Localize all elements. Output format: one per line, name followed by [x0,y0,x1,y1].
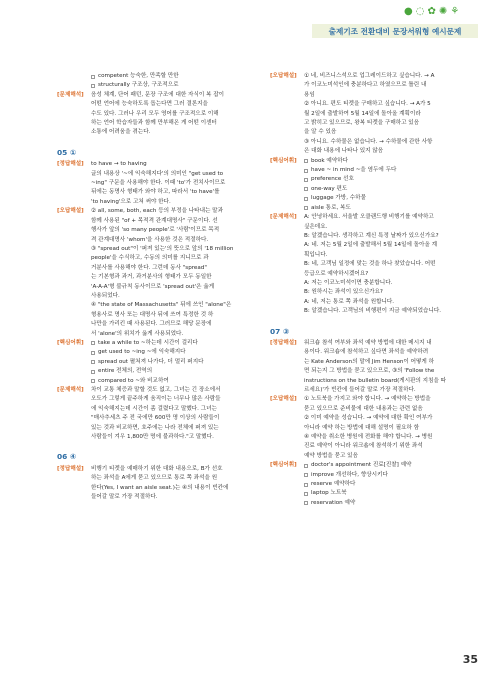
vocab-top-block [57,72,271,91]
list-item: get used to ~ing ~에 익숙해지다 [91,348,271,357]
wrong-answer-block: [오답해설] ② all, some, both, each 등의 부정을 나타내는 말과 함께 사용된 "of + 목적격 관계대명사" 구문이다. 선 행사가 앞의 'so many people'로 '사람'이므로 목적 격 관계대명사 'whom'을 사용한 것은 적절하다. ③ "spread out"이 '퍼져 있는'의 뜻으로 앞의 '18 million people'을 수식하고, 수동의 의미를 지니므로 과 거분사를 사용해야 한다. 그런데 동사 "spread" 는 기본형과 과거, 과거분사의 형태가 모두 동일한 'A-A-A'형 불규칙 동사이므로 'spread out'은 옳게 사용되었다. ④ "the state of Massachusetts" 뒤에 쓰인 "alone"은 형용사로 명사 또는 대명사 뒤에 쓰여 특정한 것 하 나만을 가리킨 때 사용된다. 그러므로 해당 문장에 서 'alone'의 위치가 옳게 사용되었다. [57,208,234,337]
checkbox-icon [304,178,308,182]
vocab-block [270,461,484,508]
checkbox-icon [91,341,95,345]
page-header [0,0,500,60]
list-item: preference 선호 [304,175,484,184]
section-tag: [문제해석] [57,387,84,393]
list-item: structurally 구조상, 구조적으로 [91,81,271,90]
answer-block: [정답해설] 비행기 티켓을 예매하기 위한 대화 내용으로, B가 선호 하는 좌석을 A에게 묻고 있으므로 통로 쪽 좌석을 원 한다(Yes, I want an aisle seat.)는 ④의 내용이 빈칸에 들어갈 말로 가장 적절하다. [57,465,229,501]
checkbox-icon [304,159,308,163]
list-item: compared to ~와 비교하여 [91,377,271,386]
checkbox-icon [304,169,308,173]
section-tag: [핵심어휘] [57,339,84,346]
checkbox-icon [304,473,308,477]
leaf-decoration-icon: ● ◌ ✿ ✺ ⚘ [404,6,461,17]
checkbox-icon [304,464,308,468]
list-item: reservation 예약 [304,499,484,508]
left-column [57,72,271,502]
section-tag: [오답해설] [270,73,297,79]
list-item: laptop 노트북 [304,489,484,498]
list-item: one-way 편도 [304,185,484,194]
checkbox-icon [91,370,95,374]
checkbox-icon [304,501,308,505]
list-item: entire 전체의, 전역의 [91,367,271,376]
section-tag: [정답해설] [57,465,84,472]
checkbox-icon [91,84,95,88]
section-tag: [정답해설] [270,339,297,346]
section-tag: [핵심어휘] [270,157,297,164]
analysis-top-block: [문제해석] 음성 체계, 단어 패턴, 문장 구조에 대한 자식이 복 잡이 어떤 언어에 능숙하도록 돕는다면 그러 결론지을 수도 있다. 그러나 우리 모두 영어를 구조적으로 이해 하는 언어 학습자들과 함께 만부해온 게 어떤 이센터 소통에 어려움을 겪는다. [57,91,225,136]
right-column [270,72,484,508]
list-item: spread out 펼쳐져 나가다, 더 멀리 퍼지다 [91,358,271,367]
checkbox-icon [91,351,95,355]
checkbox-icon [91,360,95,364]
wrong-answer-block: [오답해설] ① 노트북을 가지고 와야 합니다. → 예약하는 방법을 묻고 있으므로 준비물에 대한 내용과는 관련 없음 ② 이미 예약을 성습니다. → 예약에 대한 확인 여부가 아니라 예약 하는 방법에 대해 설명이 필요하 함 ④ 예약을 취소한 병원에 전화를 해야 합니다. → 병원 진료 예약이 아니라 워크숍에 참석하기 위한 좌석 예약 방법을 묻고 있음 [270,396,433,459]
section-tag: [문제해석] [270,214,297,221]
checkbox-icon [304,206,308,210]
list-item: improve 개선하다, 향상시키다 [304,471,484,480]
list-item: doctor's appointment 진료[진찰] 예약 [304,461,484,470]
section-tag: [오답해설] [270,396,297,403]
question-number: 07 ③ [270,326,290,336]
list-item: reserve 예약하다 [304,480,484,489]
checkbox-icon [304,197,308,201]
section-tag: [정답해설] [57,161,84,168]
analysis-block: [문제해석] A: 안녕하세요. 서울발 오클랜드행 비행기를 예약하고 싶은데요. B: 알겠습니다. 생각하고 계신 특정 날짜가 있으신가요? A: 네. 저는 5월 2일에 출발해서 5월 14일에 돌아올 계 획입니다. B: 네, 고객님 일정에 맞는 것을 하나 찾았습니다. 어떤 등급으로 예약하시겠어요? A: 저는 이코노미석이면 충분합니다. B: 원하시는 좌석이 있으신가요? A: 네, 저는 통로 쪽 좌석을 원합니다. B: 알겠습니다. 고객님의 비행편이 지금 예약되었습니다. [270,214,442,315]
analysis-block: [문제해석] 차이 교통 체증과 말할 것도 없고, 그녀는 긴 장소에서 오도가 그렇게 끝주하게 움직이는 너무나 많은 사람들 에 익숙해지는데 시간이 좀 걸렸다고 말했다. 그녀는 "매사추세츠 주 전 국에만 600만 명 이상의 사람들이 있는 것과 비교하면, 호주에는 나라 전체에 퍼져 있는 사람들이 겨우 1,800만 명에 불과하다."고 말했다. [57,387,221,441]
section-tag: [핵심어휘] [270,462,297,469]
checkbox-icon [304,483,308,487]
list-item: aisle 통로, 복도 [304,204,484,213]
vocab-block [57,339,271,386]
question-number: 06 ④ [57,452,77,462]
page-number: 35 [462,653,478,666]
wrong-answer-block: [오답해설] ① 네, 비즈니스석으로 업그레이드하고 싶습니다. → A 가 이코노미석인에 충분하다고 하였으므로 틀린 내 용임 ② 아니요. 편도 티켓을 구매하고 싶습니다. → A가 5 월 2일에 출발하여 5월 14일에 돌아올 계획이라 고 밝히고 있으므로, 왕복 티켓을 구매하고 있음 을 알 수 있음 ③ 아니요. 수하물은 없습니다. → 수하물에 관한 사항 은 대화 내용에 나타나 있지 않음 [270,73,435,155]
section-banner: 출제기조 전환대비 문장서워형 예시문제 [312,24,478,38]
vocab-block [270,157,484,213]
question-number: 05 ① [57,147,77,157]
list-item: competent 능숙한, 만족할 만한 [91,72,271,81]
checkbox-icon [91,379,95,383]
list-item: book 예약하다 [304,157,484,166]
answer-block: [정답해설] 워크숍 참석 여부와 좌석 예약 방법에 대한 메시지 내 용이다. 워크숍에 참석하고 싶다면 좌석을 예약하려 는 Kate Anderson의 말에 Jim Henson이 어떻게 하 면 되는지 그 방법을 묻고 있으므로, ③의 'Follow the instructions on the bulletin board(게시판의 지침을 따 르세요)'가 빈칸에 들어갈 말로 가장 적절하다. [270,339,447,393]
answer-block: [정답해설] to have → to having 글의 내용상 '~에 익숙해지다'의 의미인 "get used to ~ing" 구문을 사용해야 한다. 이때 'to'가 전치사이므로 뒤에는 동명사 형태가 와야 하고, 따라서 'to have'를 'to having'으로 고쳐 써야 한다. [57,161,226,205]
section-tag: [문제해석] [57,91,84,98]
list-item: luggage 가방, 수하물 [304,194,484,203]
list-item: take a while to ~하는데 시간이 걸리다 [91,339,271,348]
list-item: have ~ in mind ~을 염두에 두다 [304,166,484,175]
checkbox-icon [304,187,308,191]
checkbox-icon [304,492,308,496]
section-tag: [오답해설] [57,208,84,215]
checkbox-icon [91,75,95,79]
